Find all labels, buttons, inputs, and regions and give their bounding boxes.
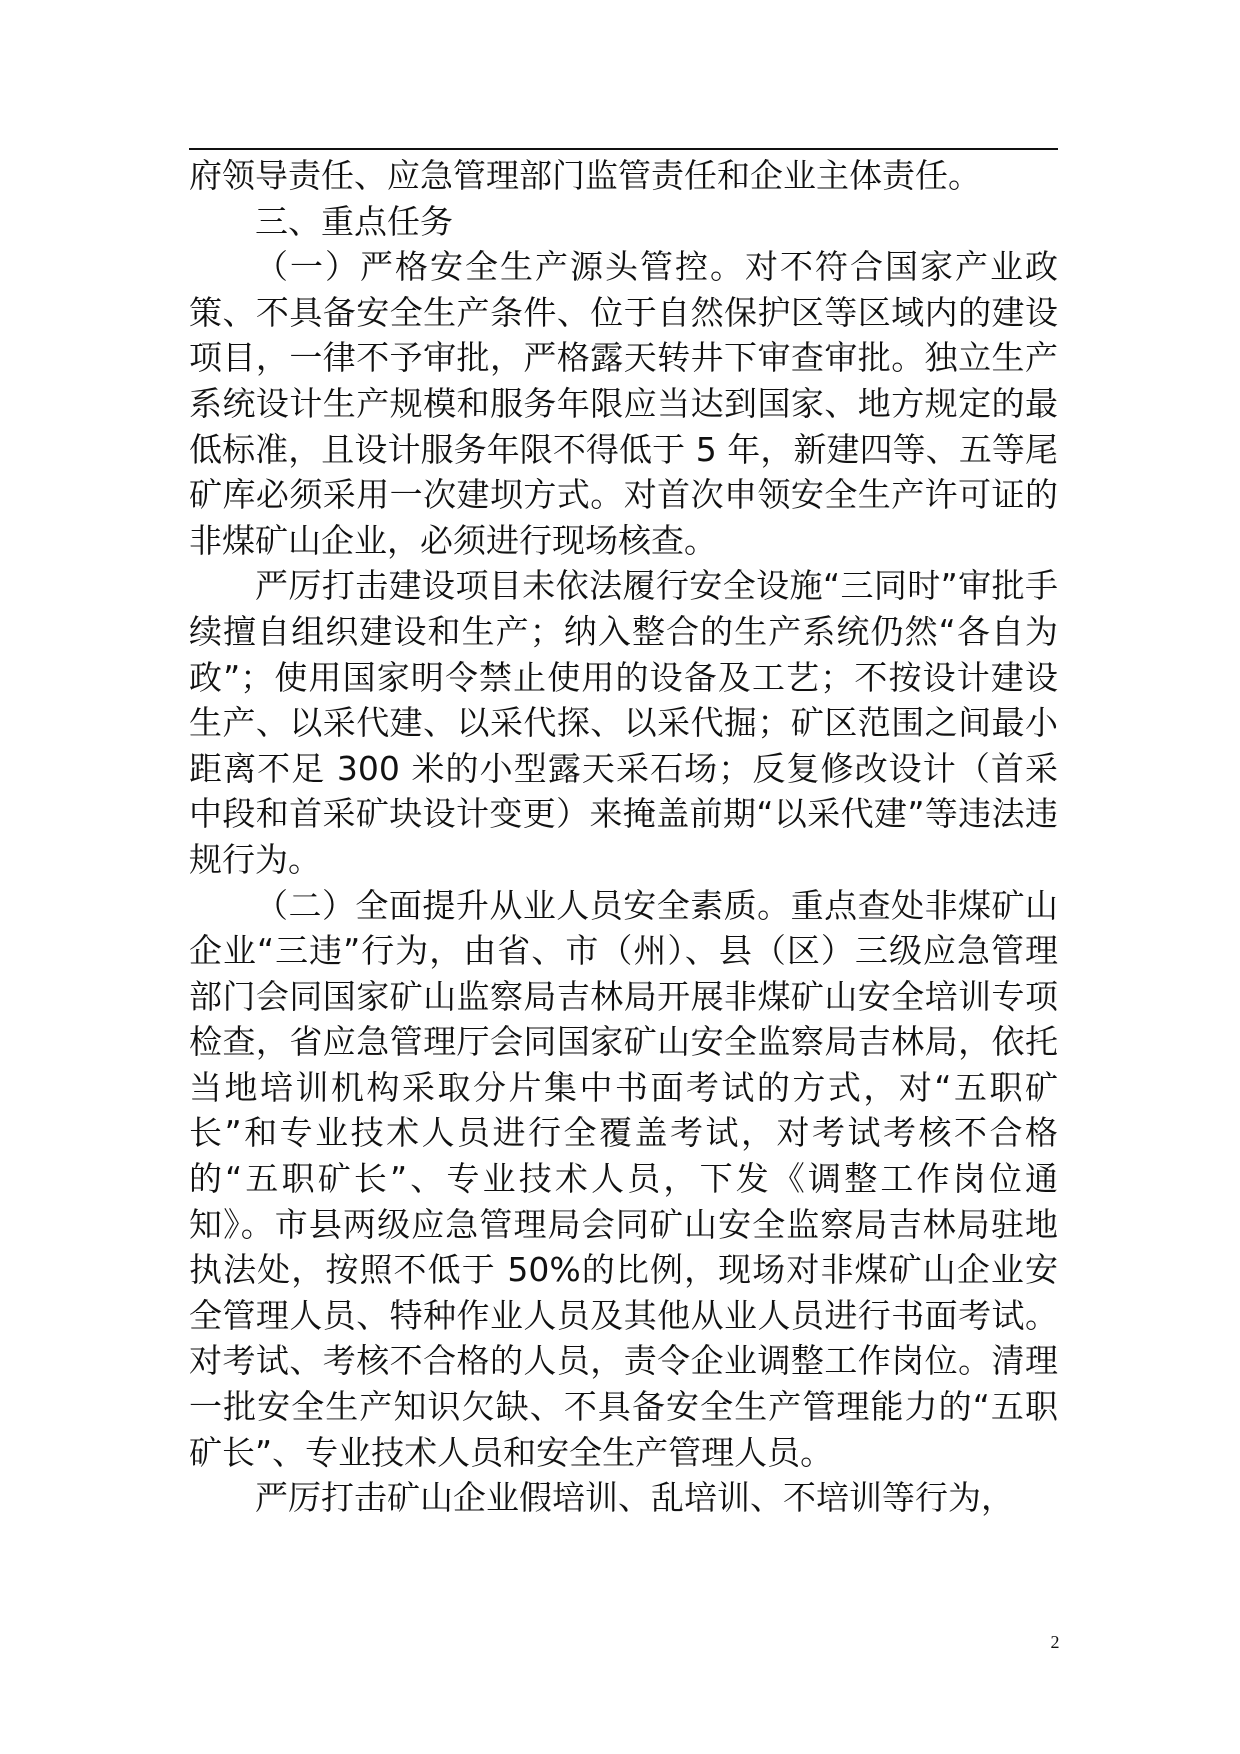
- paragraph-crackdown-training: 严厉打击矿山企业假培训、乱培训、不培训等行为，: [255, 1478, 1014, 1518]
- section-heading-key-tasks: 三、重点任务: [255, 201, 453, 241]
- paragraph-continuation: 府领导责任、应急管理部门监管责任和企业主体责任。: [189, 156, 981, 195]
- paragraph-personnel-quality: （二）全面提升从业人员安全素质。重点查处非煤矿山企业“三违”行为，由省、市（州）、县（区）三级应急管理部门会同国家矿山监察局吉林局开展非煤矿山安全培训专项检查，省应急管理厅会同国家矿山安全监察局吉林局，依托当地培训机构采取分片集中书面考试的方式，对“五职矿长”和专业技术人员进行全覆盖考试，对考试考核不合格的“五职矿长”、专业技术人员，下发《调整工作岗位通知》。市县两级应急管理局会同矿山安全监察局吉林局驻地执法处，按照不低于 50%的比例，现场对非煤矿山企业安全管理人员、特种作业人员及其他从业人员进行书面考试。对考试、考核不合格的人员，责令企业调整工作岗位。清理一批安全生产知识欠缺、不具备安全生产管理能力的“五职矿长”、专业技术人员和安全生产管理人员。: [189, 885, 1058, 1472]
- page-number: 2: [1050, 1632, 1060, 1652]
- paragraph-crackdown-construction: 严厉打击建设项目未依法履行安全设施“三同时”审批手续擅自组织建设和生产；纳入整合的生产系统仍然“各自为政”；使用国家明令禁止使用的设备及工艺；不按设计建设生产、以采代建、以采代探、以采代掘；矿区范围之间最小距离不足 300 米的小型露天采石场；反复修改设计（首采中段和首采矿块设计变更）来掩盖前期“以采代建”等违法违规行为。: [189, 566, 1058, 879]
- document-body: [189, 153, 1058, 1521]
- paragraph-source-control: （一）严格安全生产源头管控。对不符合国家产业政策、不具备安全生产条件、位于自然保护区等区域内的建设项目，一律不予审批，严格露天转井下审查审批。独立生产系统设计生产规模和服务年限应当达到国家、地方规定的最低标准，且设计服务年限不得低于 5 年，新建四等、五等尾矿库必须采用一次建坝方式。对首次申领安全生产许可证的非煤矿山企业，必须进行现场核查。: [189, 247, 1058, 560]
- header-rule: [189, 148, 1058, 150]
